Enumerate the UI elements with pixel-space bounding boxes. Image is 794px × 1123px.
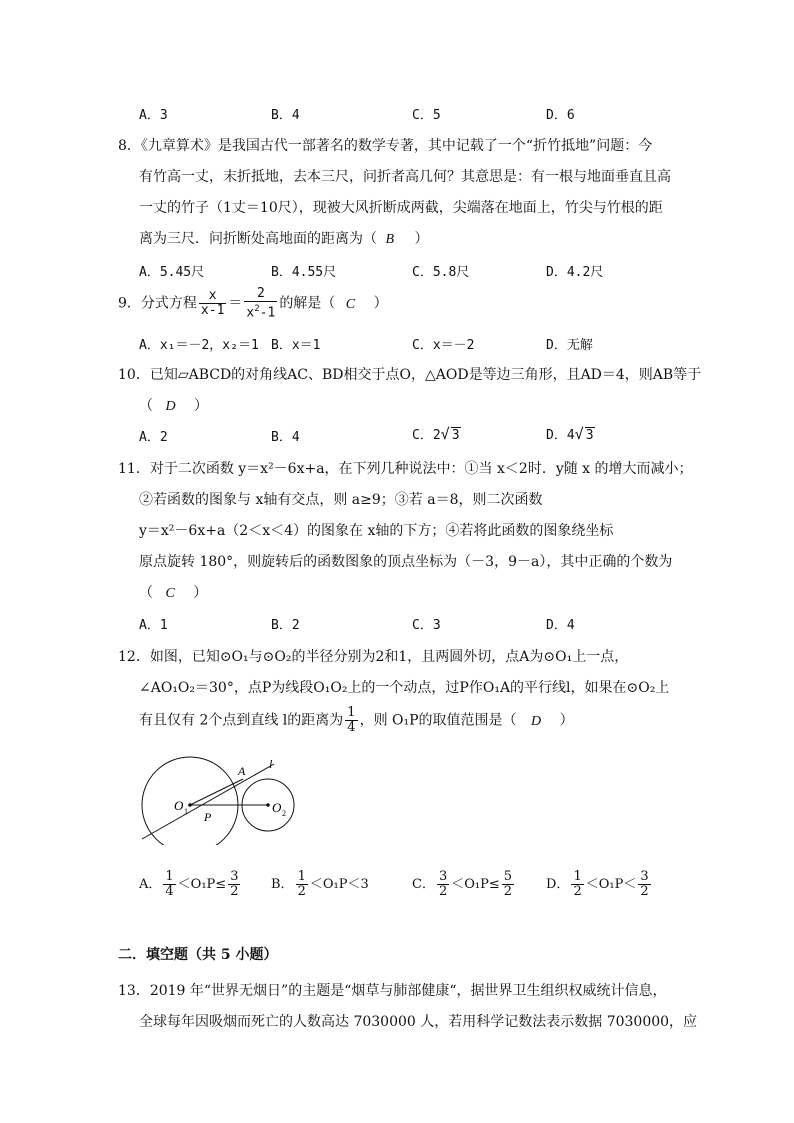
q9-close-paren: ）	[373, 295, 388, 312]
q11-answer: C	[165, 586, 175, 601]
q12-line-3	[139, 706, 574, 735]
q11-line-4: 原点旋转 180°，则旋转后的函数图象的顶点坐标为（－3，9－a），其中正确的个数为	[139, 554, 673, 570]
q9-fraction-1: $\frac{x}{x-1}$	[200, 288, 225, 319]
q10-option-a: A．2	[139, 430, 168, 445]
q11-line-5	[139, 582, 207, 602]
q13-line-1: 13．2019 年“世界无烟日”的主题是“烟草与肺部健康“，据世界卫生组织权威统计信息，	[118, 983, 667, 999]
q7-option-a: A．3	[139, 108, 168, 123]
q11-option-b: B．2	[271, 618, 300, 633]
q8-line-4	[139, 228, 428, 248]
line-l	[142, 764, 274, 839]
q7-option-d: D．6	[546, 108, 575, 123]
q10-option-c: C．2√ 3	[412, 425, 460, 443]
section-2-title: 二．填空题（共 5 小题）	[118, 947, 278, 963]
q13-line-2: 全球每年因吸烟而死亡的人数高达 7030000 人，若用科学记数法表示数据 7030000，应	[139, 1014, 698, 1030]
q9-option-c: C．x＝－2	[412, 338, 475, 353]
q12-option-c: C． $\frac{3}{2}$ ＜O₁P≤ $\frac{5}{2}$	[412, 869, 513, 899]
q10-option-d: D．4√ 3	[546, 425, 594, 443]
label-a: A	[238, 764, 246, 778]
q12-line-1: 12．如图，已知⊙O₁与⊙O₂的半径分别为2和1，且两圆外切，点A为⊙O₁上一点，	[118, 649, 629, 665]
q10-line-1: 10．已知▱ABCD的对角线AC、BD相交于点O，△AOD是等边三角形，且AD＝4，则AB等于	[118, 367, 702, 383]
label-o2-sub: 2	[282, 809, 286, 818]
q12-option-b: B． $\frac{1}{2}$ ＜O₁P＜3	[271, 869, 369, 899]
label-o1: O	[174, 798, 184, 813]
point-o2	[266, 803, 270, 807]
q11-option-d: D．4	[546, 618, 575, 633]
q9-answer: C	[345, 296, 356, 312]
q9-suffix: 的解是（	[279, 295, 336, 312]
q12-figure	[138, 755, 308, 845]
q11-close-paren: ）	[193, 585, 208, 601]
q11-line-1: 11．对于二次函数 y＝x²－6x+a，在下列几种说法中：①当 x＜2时．y随 x 的增大而减小；	[118, 461, 693, 477]
label-o2: O	[272, 800, 282, 815]
q8-answer: B	[385, 232, 395, 247]
q12-line-3-text: 有且仅有 2个点到直线 l的距离为	[139, 712, 344, 729]
q9-equals: ＝	[228, 295, 243, 312]
q9-prefix: 9．分式方程	[118, 295, 197, 312]
label-o1-sub: 1	[184, 807, 188, 816]
q11-option-a: A．1	[139, 618, 168, 633]
q12-answer: D	[531, 713, 542, 729]
q10-answer: D	[165, 399, 176, 414]
q11-line-2: ②若函数的图象与 x轴有交点，则 a≥9；③若 a＝8，则二次函数	[139, 492, 543, 508]
q12-fraction: $\frac{1}{4}$	[347, 705, 356, 735]
q10-open-paren: （	[139, 398, 153, 414]
q8-option-c: C．5.8尺	[412, 265, 470, 280]
q8-line-3: 一丈的竹子（1丈＝10尺），现被大风折断成两截，尖端落在地面上，竹尖与竹根的距	[139, 200, 663, 216]
q8-line-1: 8．《九章算术》是我国古代一部著名的数学专著，其中记载了一个“折竹抵地”问题：今	[118, 138, 653, 154]
q7-option-b: B．4	[271, 108, 300, 123]
circle-o1	[142, 757, 238, 845]
point-o1	[188, 803, 192, 807]
q12-close-paren: ）	[559, 712, 574, 729]
q10-option-b: B．4	[271, 430, 300, 445]
q10-close-paren: ）	[194, 398, 209, 414]
q11-open-paren: （	[139, 585, 153, 601]
q10-line-2	[139, 395, 208, 415]
q12-option-d: D． $\frac{1}{2}$ ＜O₁P＜ $\frac{3}{2}$	[546, 869, 649, 899]
q8-line-4-text: 离为三尺．问折断处高地面的距离为（	[139, 231, 377, 247]
q11-line-3: y＝x²－6x+a（2＜x＜4）的图象在 x轴的下方；④若将此函数的图象绕坐标	[139, 523, 614, 539]
q9-option-d: D．无解	[546, 338, 593, 353]
q9-line	[118, 287, 388, 320]
label-l: l	[269, 757, 273, 771]
radius-o1a	[190, 779, 243, 805]
q11-option-c: C．3	[412, 618, 441, 633]
q8-option-a: A．5.45尺	[139, 265, 205, 280]
q9-fraction-2: $\frac{2}{x^2-1}$	[246, 286, 276, 321]
q7-option-c: C．5	[412, 108, 441, 123]
q9-option-a: A．x₁＝－2，x₂＝1	[139, 338, 259, 353]
q12-option-a: A． $\frac{1}{4}$ ＜O₁P≤ $\frac{3}{2}$	[139, 869, 239, 899]
q12-line-3-suffix: ，则 O₁P的取值范围是（	[359, 712, 517, 729]
label-p: P	[204, 810, 212, 824]
q9-option-b: B．x＝1	[271, 338, 321, 353]
q12-line-2: ∠AO₁O₂＝30°，点P为线段O₁O₂上的一个动点，过P作O₁A的平行线l，如果在⊙O₂上	[139, 680, 670, 696]
q8-option-b: B．4.55尺	[271, 265, 337, 280]
q8-option-d: D．4.2尺	[546, 265, 604, 280]
q8-close-paren: ）	[414, 231, 429, 247]
q8-line-2: 有竹高一丈，末折抵地，去本三尺，问折者高几何？其意思是：有一根与地面垂直且高	[139, 169, 671, 185]
